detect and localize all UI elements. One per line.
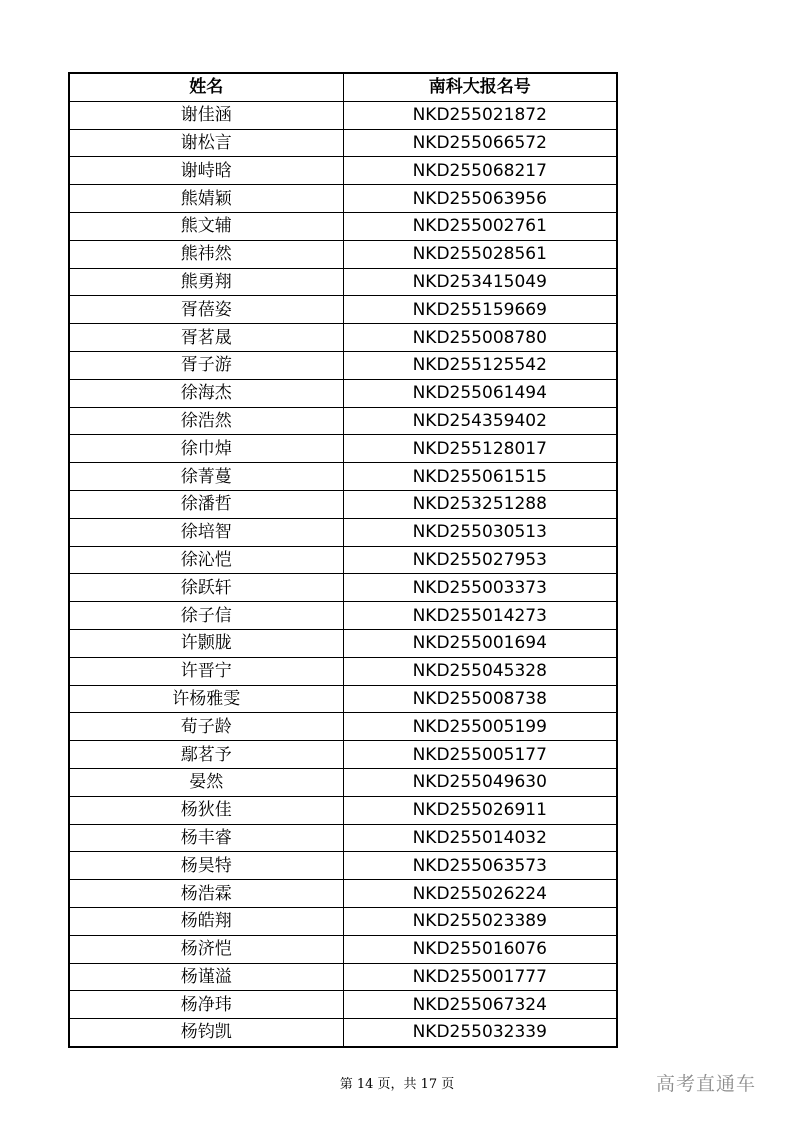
table-body: [69, 101, 617, 1047]
table-row: [69, 685, 617, 713]
table-row: [69, 268, 617, 296]
table-row: [69, 935, 617, 963]
student-name-cell: 徐跃轩: [69, 574, 343, 602]
student-name-cell: 徐沁恺: [69, 546, 343, 574]
registration-id-cell: NKD255021872: [343, 101, 617, 129]
registration-id-cell: NKD255068217: [343, 157, 617, 185]
page-number-footer: 第 14 页，共 17 页: [339, 1077, 455, 1092]
student-name-cell: 胥子游: [69, 351, 343, 379]
registration-id-cell: NKD255003373: [343, 574, 617, 602]
student-name-cell: 谢松言: [69, 129, 343, 157]
student-name-cell: 杨皓翔: [69, 907, 343, 935]
student-name-cell: 杨济恺: [69, 935, 343, 963]
registration-id-cell: NKD253415049: [343, 268, 617, 296]
registration-id-cell: NKD255045328: [343, 657, 617, 685]
student-name-cell: 谢峙晗: [69, 157, 343, 185]
student-name-cell: 鄢茗予: [69, 741, 343, 769]
table-row: [69, 991, 617, 1019]
table-row: [69, 824, 617, 852]
student-name-cell: 晏然: [69, 768, 343, 796]
registration-id-cell: NKD255028561: [343, 240, 617, 268]
table-row: [69, 852, 617, 880]
student-name-cell: 杨浩霖: [69, 880, 343, 908]
student-name-cell: 熊勇翔: [69, 268, 343, 296]
table-row: [69, 796, 617, 824]
student-name-cell: 徐子信: [69, 602, 343, 630]
table-row: [69, 463, 617, 491]
student-name-cell: 许杨雅雯: [69, 685, 343, 713]
table-row: [69, 407, 617, 435]
registration-id-cell: NKD255049630: [343, 768, 617, 796]
registration-id-cell: NKD255063573: [343, 852, 617, 880]
table-row: [69, 963, 617, 991]
registration-id-cell: NKD255032339: [343, 1019, 617, 1047]
table-row: [69, 157, 617, 185]
student-name-cell: 熊文辅: [69, 212, 343, 240]
student-name-cell: 熊祎然: [69, 240, 343, 268]
student-name-cell: 胥茗晟: [69, 324, 343, 352]
table-row: [69, 129, 617, 157]
registration-id-cell: NKD255026224: [343, 880, 617, 908]
table-row: [69, 741, 617, 769]
registration-id-cell: NKD255014273: [343, 602, 617, 630]
student-name-cell: 徐菁蔓: [69, 463, 343, 491]
student-name-cell: 杨丰睿: [69, 824, 343, 852]
roster-table: [68, 72, 618, 1048]
table-row: [69, 546, 617, 574]
student-name-cell: 徐海杰: [69, 379, 343, 407]
registration-id-cell: NKD255008738: [343, 685, 617, 713]
registration-id-cell: NKD255063956: [343, 185, 617, 213]
registration-id-cell: NKD255005177: [343, 741, 617, 769]
table-row: [69, 518, 617, 546]
registration-id-cell: NKD255001777: [343, 963, 617, 991]
table-header-row: [69, 73, 617, 101]
student-name-cell: 杨钧凯: [69, 1019, 343, 1047]
table-row: [69, 602, 617, 630]
student-name-cell: 杨昊特: [69, 852, 343, 880]
registration-id-cell: NKD255005199: [343, 713, 617, 741]
registration-id-cell: NKD255125542: [343, 351, 617, 379]
table-row: [69, 880, 617, 908]
student-name-cell: 徐培智: [69, 518, 343, 546]
student-name-cell: 许晋宁: [69, 657, 343, 685]
student-name-cell: 许颢胧: [69, 629, 343, 657]
registration-id-cell: NKD255026911: [343, 796, 617, 824]
student-name-cell: 熊婧颖: [69, 185, 343, 213]
table-row: [69, 212, 617, 240]
table-row: [69, 629, 617, 657]
table-row: [69, 907, 617, 935]
table-row: [69, 490, 617, 518]
student-name-cell: 徐浩然: [69, 407, 343, 435]
registration-id-cell: NKD255067324: [343, 991, 617, 1019]
student-name-cell: 杨谨溢: [69, 963, 343, 991]
watermark-text: 高考直通车: [656, 1073, 757, 1095]
registration-id-cell: NKD255159669: [343, 296, 617, 324]
table-row: [69, 435, 617, 463]
column-header-registration-id: 南科大报名号: [343, 73, 617, 101]
student-name-cell: 徐巾焯: [69, 435, 343, 463]
registration-id-cell: NKD255066572: [343, 129, 617, 157]
table-row: [69, 379, 617, 407]
registration-id-cell: NKD255016076: [343, 935, 617, 963]
student-name-cell: 徐潘哲: [69, 490, 343, 518]
table-row: [69, 657, 617, 685]
column-header-name: 姓名: [69, 73, 343, 101]
student-name-cell: 谢佳涵: [69, 101, 343, 129]
registration-id-cell: NKD255061494: [343, 379, 617, 407]
table-row: [69, 324, 617, 352]
registration-id-cell: NKD255027953: [343, 546, 617, 574]
table-row: [69, 185, 617, 213]
student-name-cell: 杨净玮: [69, 991, 343, 1019]
table-row: [69, 574, 617, 602]
registration-id-cell: NKD255008780: [343, 324, 617, 352]
registration-id-cell: NKD255001694: [343, 629, 617, 657]
table-row: [69, 296, 617, 324]
table-row: [69, 713, 617, 741]
registration-id-cell: NKD255023389: [343, 907, 617, 935]
registration-id-cell: NKD255030513: [343, 518, 617, 546]
registration-id-cell: NKD255061515: [343, 463, 617, 491]
student-name-cell: 荀子龄: [69, 713, 343, 741]
table-row: [69, 768, 617, 796]
registration-id-cell: NKD255128017: [343, 435, 617, 463]
registration-id-cell: NKD254359402: [343, 407, 617, 435]
student-name-cell: 杨狄佳: [69, 796, 343, 824]
registration-id-cell: NKD253251288: [343, 490, 617, 518]
table-row: [69, 101, 617, 129]
registration-id-cell: NKD255002761: [343, 212, 617, 240]
student-name-cell: 胥蓓姿: [69, 296, 343, 324]
table-row: [69, 351, 617, 379]
registration-id-cell: NKD255014032: [343, 824, 617, 852]
table-row: [69, 240, 617, 268]
table-row: [69, 1019, 617, 1047]
